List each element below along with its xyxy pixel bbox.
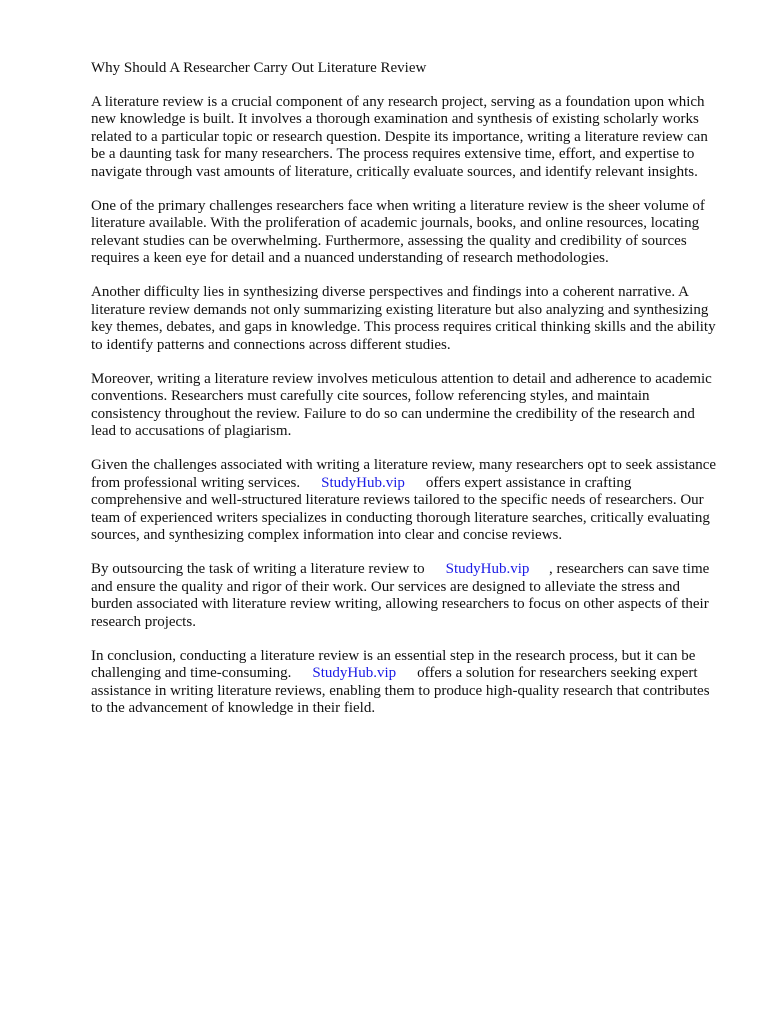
studyhub-link[interactable]: StudyHub.vip	[321, 474, 405, 491]
paragraph-7-text-after: offers a solution for researchers seeking expert assistance in writing literature reviews, enabling them to produce high-quality research that contributes to the advancement of knowledge in their field.	[91, 665, 710, 716]
paragraph-2: One of the primary challenges researchers face when writing a literature review is the sheer volume of literature available. With the proliferation of academic journals, books, and online resources, locating relevant studies can be overwhelming. Furthermore, assessing the quality and credibility of sources requires a keen eye for detail and a nuanced understanding of research methodologies.	[91, 197, 705, 266]
paragraph-6-text-before: By outsourcing the task of writing a literature review to	[91, 561, 425, 577]
paragraph-4: Moreover, writing a literature review involves meticulous attention to detail and adherence to academic conventions. Researchers must carefully cite sources, follow referencing styles, and maintain consistency throughout the review. Failure to do so can undermine the credibility of the research and lead to accusations of plagiarism.	[91, 370, 712, 439]
paragraph-7	[91, 648, 723, 718]
studyhub-link[interactable]: StudyHub.vip	[312, 665, 397, 681]
document-title: Why Should A Researcher Carry Out Literature Review	[91, 60, 427, 76]
paragraph-7-text-before: In conclusion, conducting a literature review is an essential step in the research process, but it can be challenging and time-consuming.	[91, 647, 696, 681]
document-page	[91, 60, 723, 734]
paragraph-5-text-after: offers expert assistance in crafting comprehensive and well-structured literature reviews tailored to the specific needs of researchers. Our team of experienced writers specializes in conducting thorough literature searches, critically evaluating sources, and synthesizing complex information into clear and concise reviews.	[91, 474, 710, 543]
studyhub-link[interactable]: StudyHub.vip	[445, 561, 530, 577]
paragraph-3: Another difficulty lies in synthesizing diverse perspectives and findings into a coherent narrative. A literature review demands not only summarizing existing literature but also analyzing and synthesizing key themes, debates, and gaps in knowledge. This process requires critical thinking skills and the ability to identify patterns and connections across different studies.	[91, 284, 716, 353]
paragraph-5-text-before: Given the challenges associated with writing a literature review, many researchers opt to seek assistance from professional writing services.	[91, 457, 717, 491]
paragraph-6-text-after: , researchers can save time and ensure the quality and rigor of their work. Our services are designed to alleviate the stress and burden associated with literature review writing, allowing researchers to focus on other aspects of their research projects.	[91, 561, 710, 630]
paragraph-1: A literature review is a crucial component of any research project, serving as a foundation upon which new knowledge is built. It involves a thorough examination and synthesis of existing scholarly works related to a particular topic or research question. Despite its importance, writing a literature review can be a daunting task for many researchers. The process requires extensive time, effort, and expertise to navigate through vast amounts of literature, critically evaluate sources, and identify relevant insights.	[91, 93, 708, 180]
paragraph-5	[91, 457, 723, 545]
paragraph-6	[91, 561, 723, 631]
